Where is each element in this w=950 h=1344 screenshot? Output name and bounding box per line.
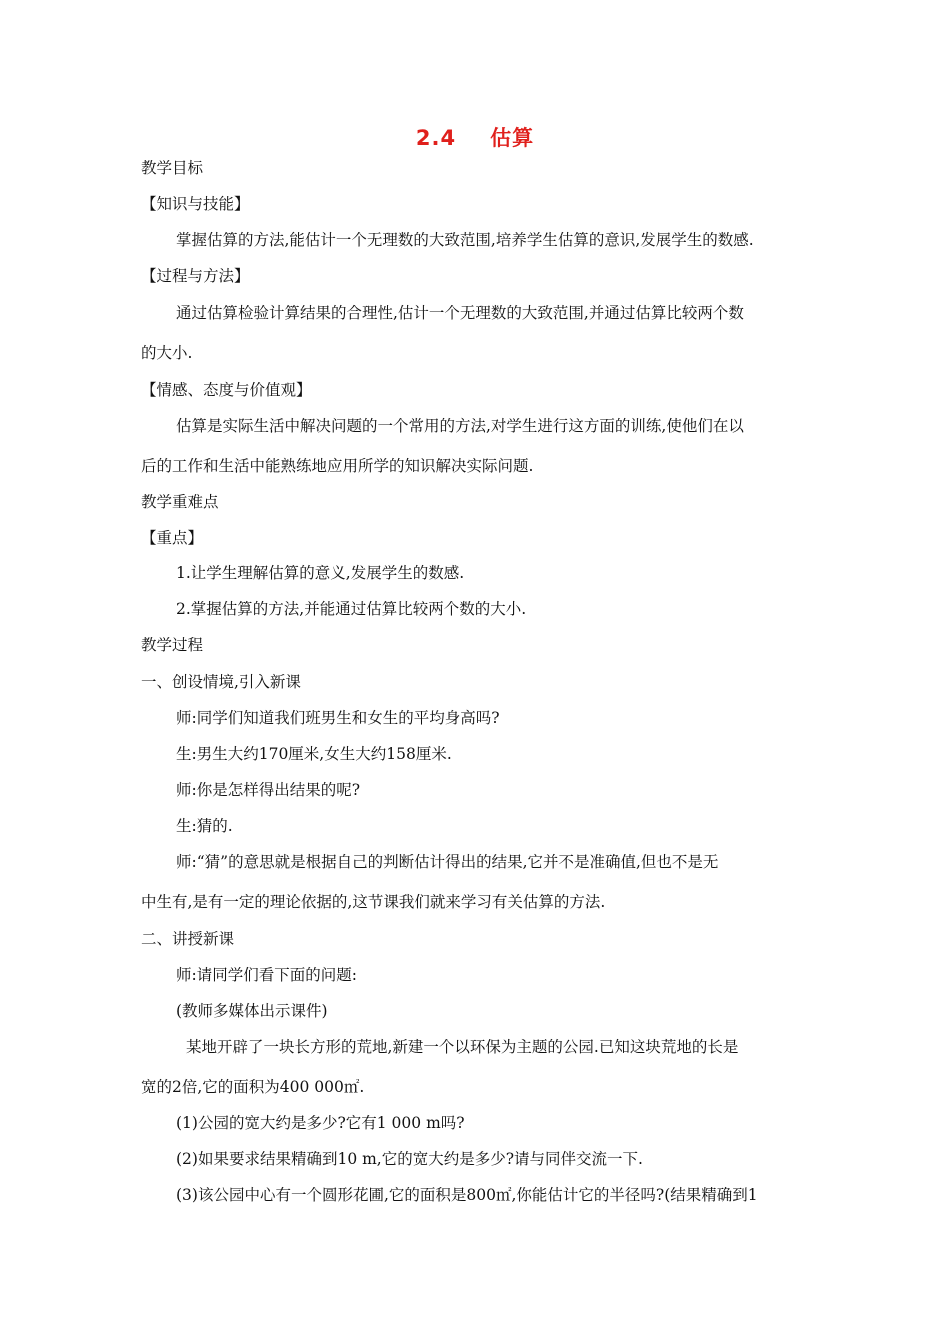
question-item: (3)该公园中心有一个圆形花圃,它的面积是800㎡,你能估计它的半径吗?(结果精确到1 <box>176 1186 758 1204</box>
subheading-knowledge-skills: 【知识与技能】 <box>141 195 250 213</box>
subheading-emotion-values: 【情感、态度与价值观】 <box>141 381 312 399</box>
dialogue-line: 师:你是怎样得出结果的呢? <box>176 781 361 799</box>
paragraph-line: 估算是实际生活中解决问题的一个常用的方法,对学生进行这方面的训练,使他们在以 <box>176 417 744 435</box>
paragraph-line: 中生有,是有一定的理论依据的,这节课我们就来学习有关估算的方法. <box>141 893 606 911</box>
paragraph-line: 通过估算检验计算结果的合理性,估计一个无理数的大致范围,并通过估算比较两个数 <box>176 304 744 322</box>
dialogue-line: 生:猜的. <box>176 817 233 835</box>
page-title <box>0 122 950 152</box>
heading-key-difficult-points: 教学重难点 <box>141 493 219 511</box>
dialogue-line: 师:请同学们看下面的问题: <box>176 966 357 984</box>
problem-statement-line: 宽的2倍,它的面积为400 000㎡. <box>141 1078 365 1096</box>
section-title: 估算 <box>490 126 535 150</box>
paragraph-line: 后的工作和生活中能熟练地应用所学的知识解决实际问题. <box>141 457 534 475</box>
section-number: 2.4 <box>415 126 457 150</box>
paragraph-line: 的大小. <box>141 344 193 362</box>
heading-teaching-goals: 教学目标 <box>141 159 204 177</box>
paragraph-line: 掌握估算的方法,能估计一个无理数的大致范围,培养学生估算的意识,发展学生的数感. <box>176 231 754 249</box>
paragraph-line: (教师多媒体出示课件) <box>176 1002 328 1020</box>
problem-statement-line: 某地开辟了一块长方形的荒地,新建一个以环保为主题的公园.已知这块荒地的长是 <box>186 1038 739 1056</box>
question-item: (2)如果要求结果精确到10 m,它的宽大约是多少?请与同伴交流一下. <box>176 1150 643 1168</box>
list-item: 1.让学生理解估算的意义,发展学生的数感. <box>176 564 465 582</box>
section-heading-one: 一、创设情境,引入新课 <box>141 673 301 691</box>
dialogue-line: 师:同学们知道我们班男生和女生的平均身高吗? <box>176 709 500 727</box>
dialogue-line: 师:“猜”的意思就是根据自己的判断估计得出的结果,它并不是准确值,但也不是无 <box>176 853 719 871</box>
subheading-key-points: 【重点】 <box>141 529 204 547</box>
list-item: 2.掌握估算的方法,并能通过估算比较两个数的大小. <box>176 600 527 618</box>
dialogue-line: 生:男生大约170厘米,女生大约158厘米. <box>176 745 452 763</box>
section-heading-two: 二、讲授新课 <box>141 930 235 948</box>
question-item: (1)公园的宽大约是多少?它有1 000 m吗? <box>176 1114 465 1132</box>
subheading-process-method: 【过程与方法】 <box>141 267 250 285</box>
heading-teaching-process: 教学过程 <box>141 636 204 654</box>
